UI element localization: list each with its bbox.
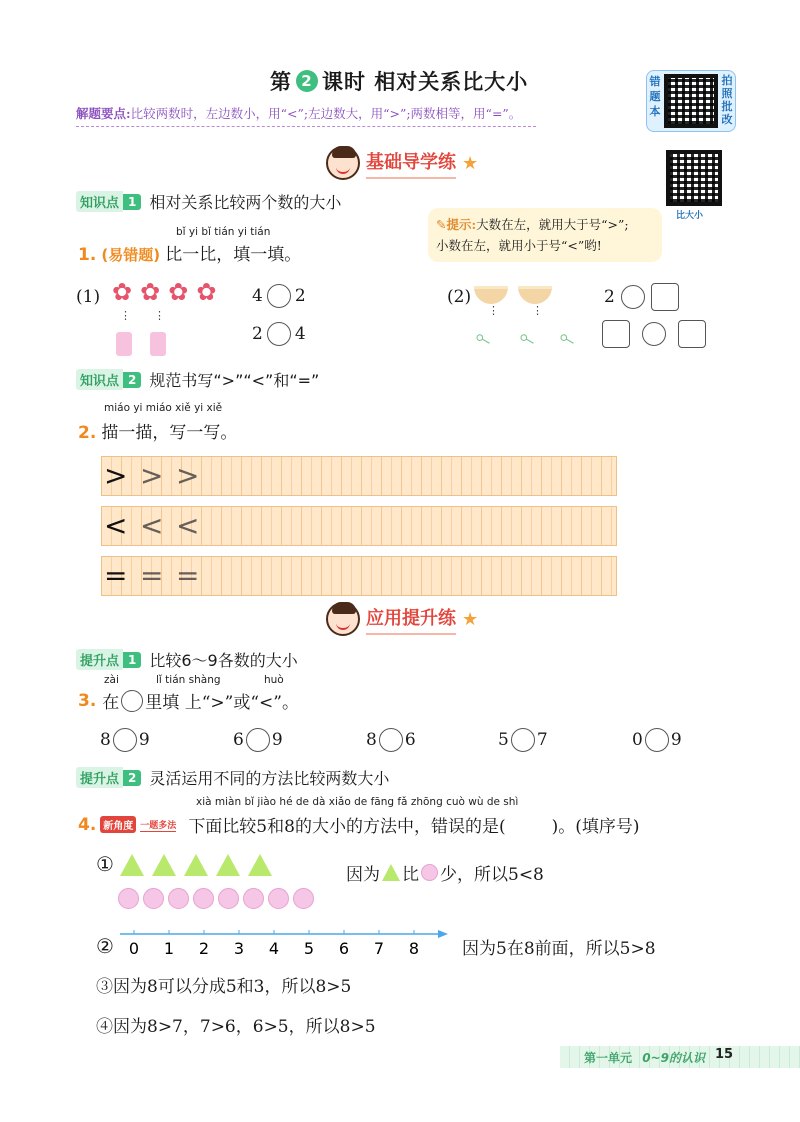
compare-pair xyxy=(366,728,416,752)
rose-icon: ✿ xyxy=(196,278,217,306)
section-banner-applied xyxy=(326,602,478,636)
question-1 xyxy=(78,240,301,265)
knowledge-number: 1 xyxy=(123,194,141,210)
q3-pinyin-3: huò xyxy=(264,674,284,686)
number-line-label: 8 xyxy=(408,939,420,958)
model-symbol: = xyxy=(104,559,128,592)
number-line xyxy=(118,926,454,960)
improvement-point-1 xyxy=(76,648,298,671)
model-symbol: > xyxy=(104,459,128,492)
number-line-label: 6 xyxy=(338,939,350,958)
pink-circle-icon xyxy=(268,888,289,909)
answer-circle[interactable] xyxy=(642,322,666,346)
compare-row xyxy=(602,320,706,348)
section-banner-basic xyxy=(326,146,478,180)
title-text: 课时 相对关系比大小 xyxy=(322,69,529,94)
right-number: 7 xyxy=(536,730,548,750)
section-title: 应用提升练 xyxy=(366,604,456,635)
method-1-reason xyxy=(346,860,544,885)
right-number: 9 xyxy=(271,730,283,750)
trace-symbol: < xyxy=(176,509,200,542)
question-text: 下面比较5和8的大小的方法中，错误的是( xyxy=(188,817,506,837)
match-dots: ⋮ xyxy=(488,304,499,317)
compare-row xyxy=(252,284,306,308)
knowledge-point-1 xyxy=(76,190,341,213)
right-number: 9 xyxy=(138,730,150,750)
q1-part2-label: (2) xyxy=(447,287,472,307)
number-line-label: 4 xyxy=(268,939,280,958)
reason-text-b: 比 xyxy=(402,865,419,885)
solving-tip-text: 比较两数时，左边数小，用“<”;左边数大，用“>”;两数相等，用“=”。 xyxy=(130,106,522,121)
answer-circle[interactable] xyxy=(379,728,403,752)
mascot-icon xyxy=(326,602,360,636)
trace-symbol: > xyxy=(176,459,200,492)
left-number: 8 xyxy=(366,730,377,750)
triangle-icon xyxy=(216,854,240,876)
pink-circle-icon xyxy=(218,888,239,909)
compare-pair xyxy=(233,728,283,752)
flower-row xyxy=(112,278,216,306)
trace-symbol: = xyxy=(176,559,200,592)
new-angle-badge: 新角度 xyxy=(100,816,136,833)
writing-grid-row[interactable] xyxy=(101,506,617,546)
knowledge-tag: 知识点 xyxy=(76,191,123,212)
answer-blank[interactable] xyxy=(510,815,548,835)
star-icon: ★ xyxy=(462,608,479,630)
triangle-icon xyxy=(184,854,208,876)
triangle-icon xyxy=(248,854,272,876)
vase-icon xyxy=(116,332,132,356)
reason-text-a: 因为 xyxy=(346,865,380,885)
reason-text-c: 少，所以5<8 xyxy=(440,865,544,885)
compare-row xyxy=(604,283,679,311)
trace-symbol: > xyxy=(140,459,164,492)
rose-icon: ✿ xyxy=(140,278,161,306)
title-prefix: 第 xyxy=(270,69,292,94)
q1-part1-label: (1) xyxy=(76,287,101,307)
vase-icon xyxy=(150,332,166,356)
knowledge-point-2 xyxy=(76,368,319,391)
pink-circle-icon xyxy=(143,888,164,909)
answer-circle[interactable] xyxy=(113,728,137,752)
method-1-label: ① xyxy=(96,852,114,876)
tip-divider xyxy=(76,126,536,127)
multi-method-badge: 一题多法 xyxy=(140,818,176,832)
left-number: 2 xyxy=(604,287,615,307)
match-dots: ⋮ xyxy=(532,304,543,317)
improvement-number: 1 xyxy=(123,652,141,668)
rose-icon: ✿ xyxy=(112,278,133,306)
left-number: 8 xyxy=(100,730,111,750)
answer-square[interactable] xyxy=(602,320,630,348)
right-number: 6 xyxy=(404,730,416,750)
improvement-text: 灵活运用不同的方法比较两数大小 xyxy=(149,769,390,788)
q2-pinyin: miáo yi miáo xiě yi xiě xyxy=(104,402,223,414)
pink-circle-icon xyxy=(193,888,214,909)
solving-tip xyxy=(76,104,521,122)
left-number: 4 xyxy=(252,286,263,306)
qr-code-icon[interactable] xyxy=(664,74,718,128)
spoon-icon: ⟜ xyxy=(515,323,541,353)
question-number: 2. xyxy=(78,423,97,443)
left-number: 5 xyxy=(498,730,509,750)
solving-tip-label: 解题要点: xyxy=(76,106,131,121)
hint-label: 提示: xyxy=(446,217,477,232)
knowledge-text: 相对关系比较两个数的大小 xyxy=(149,193,342,212)
left-number: 6 xyxy=(233,730,244,750)
question-text: 比一比，填一填。 xyxy=(165,245,302,265)
question-3 xyxy=(78,688,299,713)
star-icon: ★ xyxy=(462,152,479,174)
triangle-icon xyxy=(382,864,400,881)
knowledge-tag: 知识点 xyxy=(76,369,123,390)
answer-square[interactable] xyxy=(678,320,706,348)
compare-pair xyxy=(632,728,682,752)
mascot-icon xyxy=(326,146,360,180)
pink-circle-icon xyxy=(243,888,264,909)
bowl-icon xyxy=(474,286,508,304)
number-line-label: 1 xyxy=(163,939,175,958)
trace-symbol: = xyxy=(140,559,164,592)
spoon-icon: ⟜ xyxy=(555,323,581,353)
question-number: 4. xyxy=(78,814,97,835)
improvement-tag: 提升点 xyxy=(76,649,123,670)
spoon-icon: ⟜ xyxy=(471,323,497,353)
qr-code-label: 比大小 xyxy=(676,211,704,221)
improvement-tag: 提升点 xyxy=(76,767,123,788)
q1-pinyin: bǐ yi bǐ tián yi tián xyxy=(176,226,271,238)
unit-name: 第一单元 xyxy=(584,1051,633,1065)
answer-square[interactable] xyxy=(651,283,679,311)
improvement-number: 2 xyxy=(123,770,141,786)
question-text: 描一描，写一写。 xyxy=(101,423,238,443)
topic-name: 0~9的认识 xyxy=(642,1051,705,1065)
method-2-label: ② xyxy=(96,934,114,958)
hint-icon: ✎ xyxy=(436,217,447,232)
pink-circle-icon xyxy=(293,888,314,909)
left-number: 0 xyxy=(632,730,643,750)
compare-row xyxy=(252,322,306,346)
number-line-label: 7 xyxy=(373,939,385,958)
improvement-point-2 xyxy=(76,766,389,789)
answer-circle[interactable] xyxy=(621,285,645,309)
hint-line-2: 小数在左，就用小于号“<”哟! xyxy=(436,238,602,253)
photo-grading-label: 拍照批改 xyxy=(721,74,733,126)
question-2 xyxy=(78,418,237,443)
answer-circle[interactable] xyxy=(267,284,291,308)
circle-icon xyxy=(121,690,143,712)
lesson-number-badge: 2 xyxy=(296,70,318,92)
q3-pinyin-2: lǐ tián shàng xyxy=(156,674,221,686)
method-3: ③因为8可以分成5和3，所以8>5 xyxy=(96,977,352,997)
knowledge-number: 2 xyxy=(123,372,141,388)
page-number: 15 xyxy=(715,1047,734,1062)
method-4: ④因为8>7，7>6，6>5，所以8>5 xyxy=(96,1017,376,1037)
hint-line-1: 大数在左，就用大于号“>”; xyxy=(476,217,629,232)
knowledge-text: 规范书写“>”“<”和“=” xyxy=(149,371,320,390)
writing-grid-row[interactable] xyxy=(101,456,617,496)
compare-pair xyxy=(100,728,150,752)
pink-circle-icon xyxy=(118,888,139,909)
question-4 xyxy=(78,812,639,837)
match-dots: ⋮ xyxy=(154,309,165,322)
question-text-a: 在 xyxy=(102,693,120,713)
pink-circle-icon xyxy=(168,888,189,909)
match-dots: ⋮ xyxy=(120,309,131,322)
triangle-row xyxy=(120,854,272,876)
trace-symbol: < xyxy=(140,509,164,542)
hint-box xyxy=(428,208,662,262)
answer-circle[interactable] xyxy=(645,728,669,752)
page-title xyxy=(270,66,528,96)
difficulty-badge: (易错题) xyxy=(101,246,161,264)
answer-circle[interactable] xyxy=(246,728,270,752)
q4-pinyin: xià miàn bǐ jiào hé de dà xiǎo de fāng fǎ zhōng cuò wù de shì xyxy=(196,796,519,808)
number-line-label: 0 xyxy=(128,939,140,958)
q3-pinyin-1: zài xyxy=(104,674,119,686)
question-number: 3. xyxy=(78,690,97,711)
left-number: 2 xyxy=(252,324,263,344)
mistake-book-label: 错题本 xyxy=(649,75,661,118)
answer-circle[interactable] xyxy=(511,728,535,752)
question-text-b: 里填 上“>”或“<”。 xyxy=(145,693,299,713)
footer-unit xyxy=(584,1049,705,1066)
bowl-icon xyxy=(518,286,552,304)
right-number: 4 xyxy=(294,324,306,344)
method-2-reason: 因为5在8前面，所以5>8 xyxy=(462,939,656,959)
compare-pair xyxy=(498,728,548,752)
number-line-label: 2 xyxy=(198,939,210,958)
right-number: 9 xyxy=(670,730,682,750)
number-line-label: 5 xyxy=(303,939,315,958)
pink-circle-icon xyxy=(421,864,438,881)
improvement-text: 比较6～9各数的大小 xyxy=(149,651,298,670)
model-symbol: < xyxy=(104,509,128,542)
question-number: 1. xyxy=(78,245,97,265)
qr-code-icon[interactable] xyxy=(666,150,722,206)
answer-circle[interactable] xyxy=(267,322,291,346)
section-title: 基础导学练 xyxy=(366,148,456,179)
writing-grid-row[interactable] xyxy=(101,556,617,596)
triangle-icon xyxy=(152,854,176,876)
question-text-end: )。(填序号) xyxy=(551,817,640,837)
rose-icon: ✿ xyxy=(168,278,189,306)
right-number: 2 xyxy=(294,286,306,306)
circle-row xyxy=(118,888,314,909)
triangle-icon xyxy=(120,854,144,876)
number-line-label: 3 xyxy=(233,939,245,958)
